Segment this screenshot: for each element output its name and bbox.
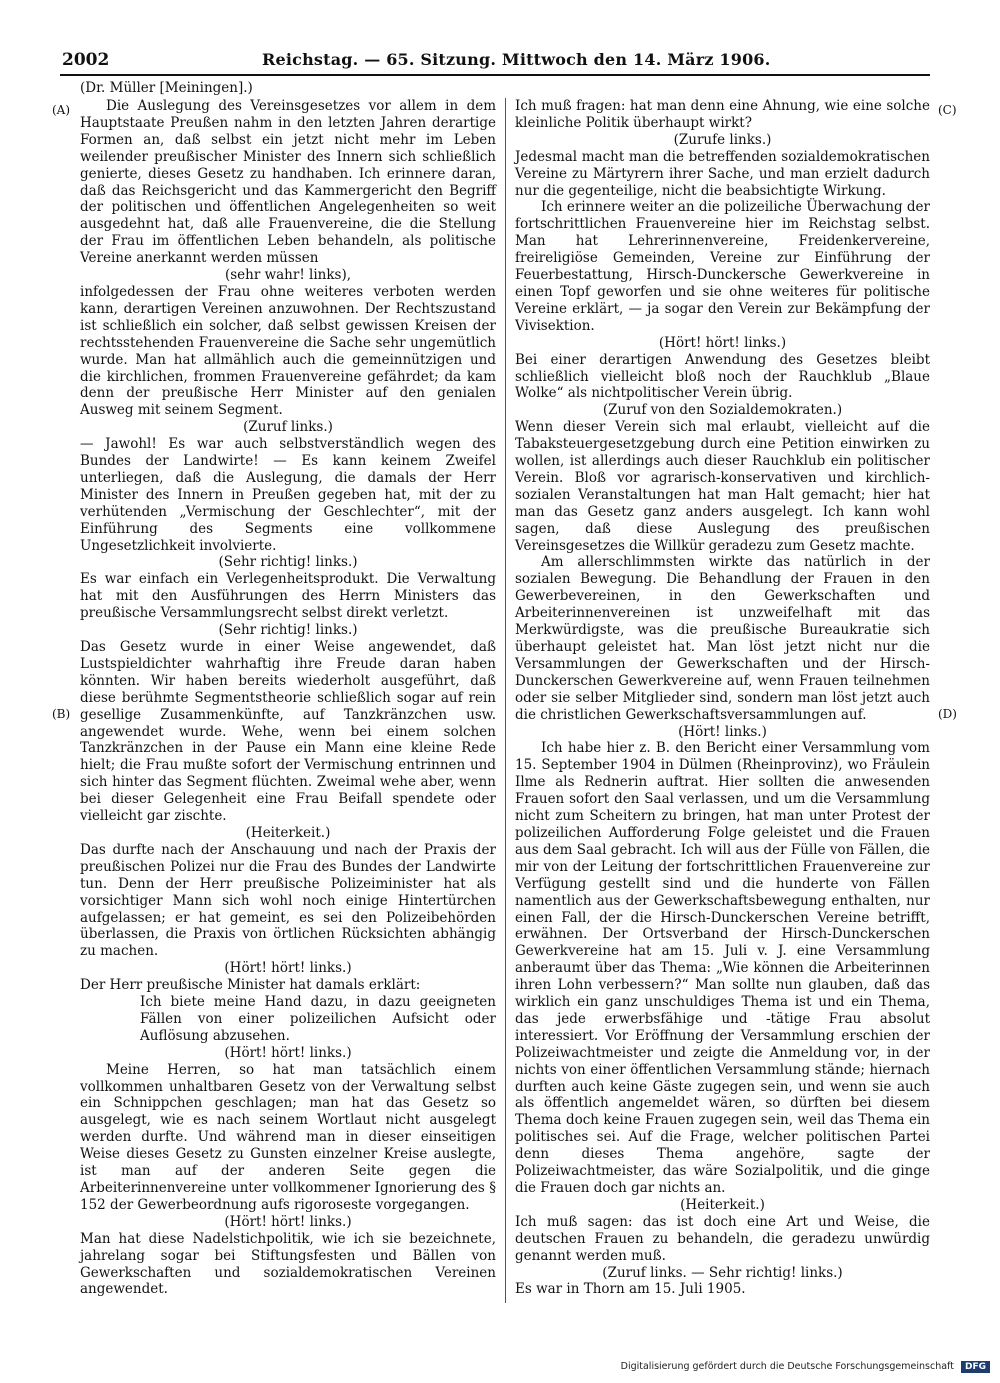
interjection: (Zuruf von den Sozialdemokraten.)	[602, 402, 843, 419]
running-head: Reichstag. — 65. Sitzung. Mittwoch den 14. März 1906.	[262, 50, 771, 69]
page-header	[62, 50, 928, 76]
paragraph: Bei einer derartigen Anwendung des Gesetzes bleibt schließlich vielleicht bloß noch der Rauchklub „Blaue Wolke“ als nichtpolitischer Verein übrig.	[515, 351, 930, 402]
paragraph: Das durfte nach der Anschauung und nach der Praxis der preußischen Polizei nur die Frau des Bundes der Landwirte tun. Denn der Herr preußische Polizeiminister hat als vorsichtiger Mann sich wohl noch einige Hintertürchen aufgelassen; er hat gemeint, es sei den Polizeibehörden überlassen, die Praxis von örtlichen Rücksichten abhängig zu machen.	[80, 841, 496, 960]
right-column	[515, 98, 930, 1298]
speaker-label: (Dr. Müller [Meiningen].)	[80, 80, 253, 96]
interjection: (Hört! links.)	[678, 723, 767, 740]
left-column	[80, 98, 496, 1298]
interjection: (Zurufe links.)	[673, 131, 772, 148]
paragraph: Es war einfach ein Verlegenheitsprodukt. Die Verwaltung hat mit den Ausführungen des Herrn Ministers das preußische Versammlungsrecht selbst direkt verletzt.	[80, 571, 496, 622]
interjection: (Zuruf links.)	[243, 419, 333, 436]
column-divider	[505, 98, 506, 1303]
interjection: (Hört! hört! links.)	[224, 1213, 352, 1230]
interjection: (Heiterkeit.)	[680, 1196, 765, 1213]
paragraph: Man hat diese Nadelstichpolitik, wie ich sie bezeichnete, jahrelang sogar bei Stiftungsfesten und Bällen von Gewerkschaften und sozialdemokratischen Vereinen angewendet.	[80, 1230, 496, 1298]
interjection: (Zuruf links. — Sehr richtig! links.)	[602, 1264, 843, 1281]
paragraph: infolgedessen der Frau ohne weiteres verboten werden kann, derartigen Vereinen anzuwohnen. Der Rechtszustand ist schließlich ein solcher, daß selbst gewissen Kreisen der rechtsstehenden Frauenvereine die Sache sehr ungemütlich wurde. Man hat allmählich auch die gemeinnützigen und die kirchlichen, frommen Frauenvereine gefährdet; da kam denn der preußische Herr Minister auf den genialen Ausweg mit seinem Segment.	[80, 283, 496, 419]
interjection: (Hört! hört! links.)	[224, 960, 352, 977]
paragraph: Das Gesetz wurde in einer Weise angewendet, daß Lustspieldichter wahrhaftig ihre Freude daran haben könnten. Wir haben bereits wiederholt ausgeführt, daß diese berühmte Segmentstheorie schließlich sogar auf rein gesellige Zusammenkünfte, auf Tanzkränzchen usw. angewendet wurde. Wehe, wenn bei einem solchen Tanzkränzchen in der Pause ein Mann eine kleine Rede hielt; die Frau mußte sofort der Vermischung entrinnen und sich hinter das Segment flüchten. Zweimal wehe aber, wenn bei dieser Gelegenheit eine Frau Beifall spendete oder vielleicht gar zischte.	[80, 639, 496, 825]
interjection: (Hört! hört! links.)	[224, 1044, 352, 1061]
header-rule	[60, 74, 930, 76]
interjection: (Heiterkeit.)	[245, 824, 331, 841]
interjection: (Sehr richtig! links.)	[218, 622, 358, 639]
paragraph: Ich muß sagen: das ist doch eine Art und Weise, die deutschen Frauen zu behandeln, die geradezu unwürdig genannt werden muß.	[515, 1213, 930, 1264]
interjection: (Hört! hört! links.)	[658, 334, 787, 351]
interjection: (sehr wahr! links),	[224, 267, 352, 284]
paragraph: Meine Herren, so hat man tatsächlich einem vollkommen unhaltbaren Gesetz von der Verwaltung selbst ein Schnippchen geschlagen; man hat das Gesetz so ausgelegt, wie es nach seinem Wortlaut nicht ausgelegt werden durfte. Und während man in dieser einseitigen Weise dieses Gesetz zu Gunsten einzelner Kreise auslegte, ist man auf der anderen Seite gegen die Arbeiterinnenvereine unter vollkommener Ignorierung des § 152 der Gewerbeordnung aufs rigoroseste vorgegangen.	[80, 1061, 496, 1213]
page-number: 2002	[62, 50, 110, 70]
paragraph: Jedesmal macht man die betreffenden sozialdemokratischen Vereine zu Märtyrern ihrer Sache, und man erzielt dadurch nur die gegenteilige, nicht die beabsichtigte Wirkung.	[515, 148, 930, 199]
margin-mark-c: (C)	[938, 103, 957, 117]
margin-mark-a: (A)	[52, 103, 71, 117]
interjection: (Sehr richtig! links.)	[218, 554, 358, 571]
paragraph: Ich habe hier z. B. den Bericht einer Versammlung vom 15. September 1904 in Dülmen (Rheinprovinz), wo Fräulein Ilme als Rednerin auftrat. Hier sollten die anwesenden Frauen sofort den Saal verlassen, und um die Versammlung nicht zum Scheitern zu bringen, hat man unter Protest der polizeilichen Aufforderung Folge geleistet und die Frauen aus dem Saal gebracht. Ich will aus der Fülle von Fällen, die mir von der Leitung der fortschrittlichen Frauenvereine zur Verfügung gestellt sind und die hunderte von Fällen namentlich aus der Gewerkschaftsbewegung enthalten, nur einen Fall, der die Hirsch-Dunckerschen Vereine betrifft, erwähnen. Der Ortsverband der Hirsch-Dunckerschen Gewerkvereine hat am 15. Juli v. J. eine Versammlung anberaumt über das Thema: „Wie können die Arbeiterinnen ihren Lohn verbessern?“ Man sollte nun glauben, daß das wirklich ein ganz unschuldiges Thema ist und ein Thema, das jede erwerbsfähige und -tätige Frau absolut interessiert. Vor Eröffnung der Versammlung erschien der Polizeiwachtmeister und zeigte die Anmeldung vor, in der nichts von einer öffentlichen Versammlung stände; hiernach durften auch keine Gäste zugegen sein, und wenn sie auch als öffentlich angemeldet wären, so dürften bei diesem Thema doch keine Frauen zugegen sein, weil das Thema ein politisches sei. Auf die Frage, welcher politischen Partei denn dieses Thema angehöre, sagte der Polizeiwachtmeister, das wäre Sozialpolitik, und die ginge die Frauen doch gar nichts an.	[515, 740, 930, 1196]
paragraph: Es war in Thorn am 15. Juli 1905.	[515, 1281, 746, 1298]
paragraph: Wenn dieser Verein sich mal erlaubt, vielleicht auf die Tabaksteuergesetzgebung durch eine Petition einwirken zu wollen, ist allerdings auch dieser Rauchklub ein politischer Verein. Bloß vor agrarisch-konservativen und kirchlich-sozialen Veranstaltungen hat man Halt gemacht; hier hat man das Gesetz ganz anders ausgelegt. Ich kann wohl sagen, daß diese Auslegung des preußischen Vereinsgesetzes die Willkür geradezu zum Gesetz machte.	[515, 419, 930, 554]
margin-mark-b: (B)	[52, 707, 71, 721]
paragraph: Ich erinnere weiter an die polizeiliche Überwachung der fortschrittlichen Frauenvereine hier im Reichstag selbst. Man hat Lehrerinnenvereine, Freidenkervereine, freireligiöse Gemeinden, Vereine zur Einführung der Feuerbestattung, Hirsch-Dunckersche Gewerkvereine in einen Topf geworfen und sie ohne weiteres für politische Vereine erklärt, — ja sogar den Verein zur Bekämpfung der Vivisektion.	[515, 199, 930, 334]
paragraph: Der Herr preußische Minister hat damals erklärt:	[80, 977, 421, 994]
dfg-logo: DFG	[961, 1361, 990, 1373]
paragraph: Ich biete meine Hand dazu, in dazu geeigneten Fällen von einer polizeilichen Aufsicht oder Auflösung abzusehen.	[140, 994, 496, 1044]
footer	[621, 1361, 990, 1373]
margin-mark-d: (D)	[938, 707, 957, 721]
paragraph: Am allerschlimmsten wirkte das natürlich in der sozialen Bewegung. Die Behandlung der Frauen in den Gewerbevereinen, in den Gewerkschaften und Arbeiterinnenvereinen ist unzweifelhaft mit das Merkwürdigste, was die preußische Bureaukratie sich überhaupt geleistet hat. Man löst jetzt nicht nur die Versammlungen der Gewerkschaften und der Hirsch-Dunckerschen Gewerkvereine auf, wenn Frauen teilnehmen oder sie selber Mitglieder sind, sondern man löst jetzt auch die christlichen Gewerkschaftsversammlungen auf.	[515, 554, 930, 723]
paragraph: — Jawohl! Es war auch selbstverständlich wegen des Bundes der Landwirte! — Es kann keinem Zweifel unterliegen, daß die Auslegung, die damals der Herr Minister des Innern in Preußen gegeben hat, mit der zu verhütenden „Vermischung der Geschlechter“, mit der Einführung des Segments eine vollkommene Ungesetzlichkeit involvierte.	[80, 436, 496, 554]
paragraph: Die Auslegung des Vereinsgesetzes vor allem in dem Hauptstaate Preußen nahm in den letzten Jahren derartige Formen an, daß selbst ein jetzt nicht mehr im Leben weilender preußischer Minister des Innern sich schließlich genierte, dieses Gesetz zu handhaben. Ich erinnere daran, daß das Reichsgericht und das Kammergericht den Begriff der politischen und öffentlichen Angelegenheiten so weit ausgedehnt hat, daß alle Frauenvereine, die die Stellung der Frau im öffentlichen Leben behandeln, als politische Vereine anerkannt werden müssen	[80, 98, 496, 267]
paragraph: Ich muß fragen: hat man denn eine Ahnung, wie eine solche kleinliche Politik überhaupt wirkt?	[515, 98, 930, 131]
footer-text: Digitalisierung gefördert durch die Deutsche Forschungsgemeinschaft	[620, 1361, 954, 1372]
